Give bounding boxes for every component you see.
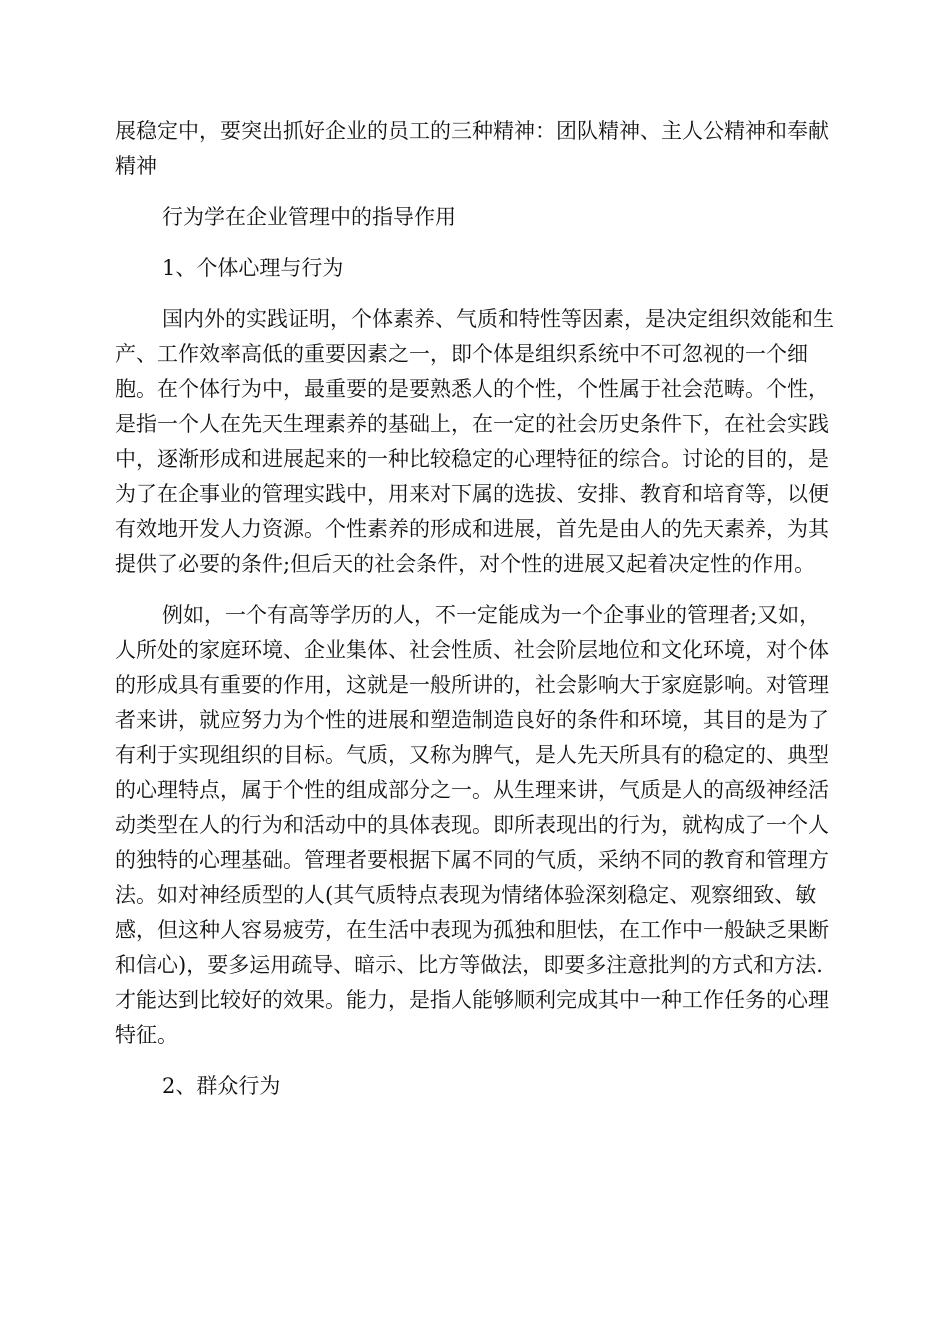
paragraph-example: 例如，一个有高等学历的人，不一定能成为一个企事业的管理者;又如，人所处的家庭环境、企业集体、社会性质、社会阶层地位和文化环境，对个体的形成具有重要的作用，这就是一般所讲的，社会影响大于家庭影响。对管理者来讲，就应努力为个性的进展和塑造制造良好的条件和环境，其目的是为了有利于实现组织的目标。气质，又称为脾气，是人先天所具有的稳定的、典型的心理特点，属于个性的组成部分之一。从生理来讲，气质是人的高级神经活动类型在人的行为和活动中的具体表现。即所表现出的行为，就构成了一个人的独特的心理基础。管理者要根据下属不同的气质，采纳不同的教育和管理方法。如对神经质型的人(其气质特点表现为情绪体验深刻稳定、观察细致、敏感，但这种人容易疲劳，在生活中表现为孤独和胆怯，在工作中一般缺乏果断和信心)，要多运用疏导、暗示、比方等做法，即要多注意批判的方式和方法.才能达到比较好的效果。能力，是指人能够顺利完成其中一种工作任务的心理特征。 (115, 603, 829, 1047)
section-heading: 行为学在企业管理中的指导作用 (162, 205, 456, 229)
subsection-heading-1: 1、个体心理与行为 (162, 256, 344, 280)
subsection-heading-2: 2、群众行为 (162, 1074, 281, 1098)
document-body (115, 114, 835, 1104)
paragraph-continuation: 展稳定中，要突出抓好企业的员工的三种精神：团队精神、主人公精神和奉献精神 (115, 119, 829, 178)
paragraph-individual-psychology: 国内外的实践证明，个体素养、气质和特性等因素，是决定组织效能和生产、工作效率高低的重要因素之一，即个体是组织系统中不可忽视的一个细胞。在个体行为中，最重要的是要熟悉人的个性，个性属于社会范畴。个性，是指一个人在先天生理素养的基础上，在一定的社会历史条件下，在社会实践中，逐渐形成和进展起来的一种比较稳定的心理特征的综合。讨论的目的，是为了在企事业的管理实践中，用来对下属的选拔、安排、教育和培育等，以便有效地开发人力资源。个性素养的形成和进展，首先是由人的先天素养，为其提供了必要的条件;但后天的社会条件，对个性的进展又起着决定性的作用。 (115, 307, 834, 576)
